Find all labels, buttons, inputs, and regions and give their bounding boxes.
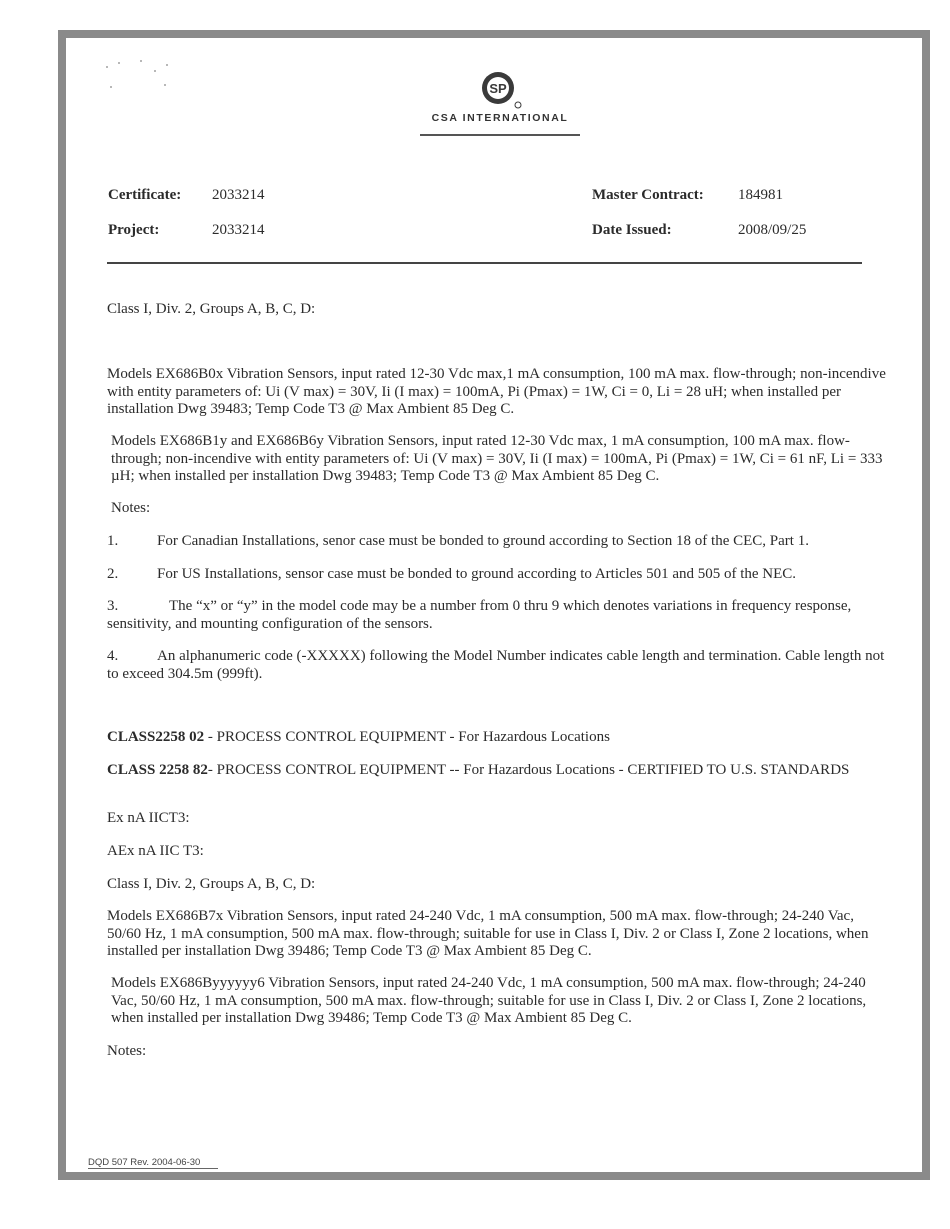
class-code: CLASS2258 02 [107,729,205,745]
note-text: For US Installations, sensor case must be bonded to ground according to Articles 501 and 505 of the NEC. [157,566,797,582]
class-description: - PROCESS CONTROL EQUIPMENT -- For Hazardous Locations - CERTIFIED TO U.S. STANDARDS [207,762,850,778]
class-line-2: Class I, Div. 2, Groups A, B, C, D: [107,876,316,892]
class-line-1: Class I, Div. 2, Groups A, B, C, D: [107,301,316,317]
csa-logo-text: CSA INTERNATIONAL [431,112,569,124]
scan-specks [100,58,180,98]
model-paragraph-3: Models EX686B7x Vibration Sensors, input rated 24-240 Vdc, 1 mA consumption, 500 mA max. flow-through; 24-240 Vac, 50/60 Hz, 1 mA consumption, 500 mA max. flow-through; suitable for use in Class I, Div. 2 or Class I, Zone 2 locations, when installed per installation Dwg 39486; Temp Code T3 @ Max Ambient 85 Deg C. [107,908,869,959]
note-number: 4. [107,648,119,664]
aex-marking: AEx nA IIC T3: [107,843,204,859]
note-text: For Canadian Installations, senor case must be bonded to ground according to Section 18 of the CEC, Part 1. [157,533,809,549]
ex-marking: Ex nA IICT3: [107,810,190,826]
class-description: - PROCESS CONTROL EQUIPMENT - For Hazardous Locations [204,729,610,745]
notes-label-1: Notes: [111,500,151,516]
note-text: An alphanumeric code (-XXXXX) following the Model Number indicates cable length and termination. Cable length not to exceed 304.5m (999ft). [107,648,885,682]
master-contract-value: 184981 [738,187,783,203]
note-number: 3. [107,598,119,614]
csa-seal-letters: SP [489,81,507,96]
note-item-4 [107,648,887,683]
master-contract-label: Master Contract: [592,187,704,203]
certificate-label: Certificate: [108,187,182,203]
model-paragraph-2: Models EX686B1y and EX686B6y Vibration Sensors, input rated 12-30 Vdc max, 1 mA consumption, 100 mA max. flow-through; non-incendive with entity parameters of: Ui (V max) = 30V, Ii (I max) = 100mA, Pi (Pmax) = 1W, Ci = 61 nF, Li = 333 µH; when installed per installation Dwg 39483; Temp Code T3 @ Max Ambient 85 Deg C. [111,433,883,484]
csa-logo [400,66,600,124]
model-paragraph-1: Models EX686B0x Vibration Sensors, input rated 12-30 Vdc max,1 mA consumption, 100 mA max. flow-through; non-incendive with entity parameters of: Ui (V max) = 30V, Ii (I max) = 100mA, Pi (Pmax) = 1W, Ci = 0, Li = 28 uH; when installed per installation Dwg 39483; Temp Code T3 @ Max Ambient 85 Deg C. [107,366,886,417]
certificate-value: 2033214 [212,187,265,203]
notes-label-2: Notes: [107,1043,147,1059]
note-text: The “x” or “y” in the model code may be a number from 0 thru 9 which denotes variations in frequency response, sensitivity, and mounting configuration of the sensors. [107,598,852,632]
project-label: Project: [108,222,160,238]
header-rule [107,262,862,264]
note-number: 2. [107,566,119,582]
form-code: DQD 507 Rev. 2004-06-30 [88,1157,201,1168]
logo-underline [420,134,580,136]
class-code: CLASS 2258 82 [107,762,208,778]
project-value: 2033214 [212,222,265,238]
note-item-1 [107,533,887,551]
class-heading-2 [107,762,887,780]
date-issued-value: 2008/09/25 [738,222,807,238]
note-item-3 [107,598,887,633]
footer-line [88,1168,218,1169]
csa-seal-icon [476,66,524,110]
class-heading-1 [107,729,887,747]
note-item-2 [107,566,887,584]
model-paragraph-4: Models EX686Byyyyyy6 Vibration Sensors, input rated 24-240 Vdc, 1 mA consumption, 500 mA max. flow-through; 24-240 Vac, 50/60 Hz, 1 mA consumption, 500 mA max. flow-through; suitable for use in Class I, Div. 2 or Class I, Zone 2 locations, when installed per installation Dwg 39486; Temp Code T3 @ Max Ambient 85 Deg C. [111,975,867,1026]
date-issued-label: Date Issued: [592,222,672,238]
note-number: 1. [107,533,119,549]
